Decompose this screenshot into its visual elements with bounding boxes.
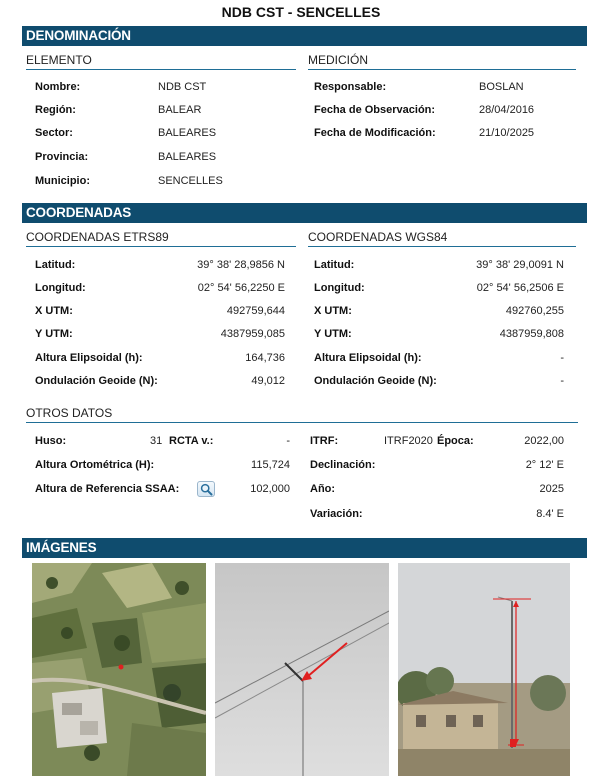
- wgs84-heading: COORDENADAS WGS84: [308, 230, 576, 247]
- wgs84-altura-elipsoidal-label: Altura Elipsoidal (h):: [314, 352, 422, 364]
- section-denominacion: DENOMINACIÓN: [22, 26, 587, 46]
- medicion-fecha-modificacion-value: 21/10/2025: [479, 127, 535, 139]
- altura-referencia-ssaa-label: Altura de Referencia SSAA:: [35, 483, 180, 495]
- etrs89-heading: COORDENADAS ETRS89: [26, 230, 296, 247]
- rcta-value: -: [286, 435, 290, 447]
- altura-referencia-ssaa-value: 102,000: [250, 483, 290, 495]
- page-title: NDB CST - SENCELLES: [221, 4, 381, 20]
- itrf-label: ITRF:: [310, 435, 339, 447]
- declinacion-label: Declinación:: [310, 459, 376, 471]
- wgs84-latitud-value: 39° 38' 29,0091 N: [476, 259, 564, 271]
- declinacion-value: 2° 12' E: [525, 459, 564, 471]
- etrs89-altura-elipsoidal-value: 164,736: [245, 352, 285, 364]
- elemento-nombre-label: Nombre:: [35, 81, 81, 93]
- etrs89-latitud-value: 39° 38' 28,9856 N: [197, 259, 285, 271]
- rcta-label: RCTA v.:: [169, 435, 214, 447]
- wgs84-yutm-value: 4387959,808: [499, 328, 564, 340]
- wgs84-longitud-label: Longitud:: [314, 282, 365, 294]
- etrs89-longitud-label: Longitud:: [35, 282, 86, 294]
- epoca-value: 2022,00: [524, 435, 564, 447]
- wgs84-xutm-label: X UTM:: [314, 305, 352, 317]
- huso-label: Huso:: [35, 435, 67, 447]
- medicion-responsable-label: Responsable:: [314, 81, 387, 93]
- wgs84-xutm-value: 492760,255: [505, 305, 564, 317]
- elemento-municipio-value: SENCELLES: [158, 175, 223, 187]
- elemento-nombre-value: NDB CST: [158, 81, 207, 93]
- section-coordenadas: COORDENADAS: [22, 203, 587, 223]
- variacion-value: 8.4' E: [536, 508, 564, 520]
- etrs89-xutm-value: 492759,644: [226, 305, 285, 317]
- etrs89-latitud-label: Latitud:: [35, 259, 76, 271]
- etrs89-altura-elipsoidal-label: Altura Elipsoidal (h):: [35, 352, 143, 364]
- antenna-wire-photo[interactable]: [215, 563, 389, 776]
- variacion-label: Variación:: [310, 508, 363, 520]
- elemento-region-label: Región:: [35, 104, 76, 116]
- medicion-heading: MEDICIÓN: [308, 53, 576, 70]
- wgs84-ondulacion-geoide-value: -: [560, 375, 564, 387]
- otros-heading: OTROS DATOS: [26, 406, 578, 423]
- etrs89-yutm-label: Y UTM:: [35, 328, 73, 340]
- etrs89-xutm-label: X UTM:: [35, 305, 73, 317]
- medicion-fecha-modificacion-label: Fecha de Modificación:: [314, 127, 436, 139]
- etrs89-ondulacion-geoide-value: 49,012: [251, 375, 285, 387]
- medicion-responsable-value: BOSLAN: [479, 81, 524, 93]
- medicion-fecha-observacion-label: Fecha de Observación:: [314, 104, 436, 116]
- wgs84-ondulacion-geoide-label: Ondulación Geoide (N):: [314, 375, 437, 387]
- wgs84-altura-elipsoidal-value: -: [560, 352, 564, 364]
- etrs89-ondulacion-geoide-label: Ondulación Geoide (N):: [35, 375, 158, 387]
- elemento-sector-label: Sector:: [35, 127, 73, 139]
- elemento-heading: ELEMENTO: [26, 53, 296, 70]
- mast-building-photo[interactable]: [398, 563, 570, 776]
- section-imagenes: IMÁGENES: [22, 538, 587, 558]
- etrs89-longitud-value: 02° 54' 56,2250 E: [197, 282, 285, 294]
- huso-value: 31: [150, 435, 163, 447]
- elemento-provincia-label: Provincia:: [35, 151, 89, 163]
- anio-label: Año:: [310, 483, 336, 495]
- elemento-sector-value: BALEARES: [158, 127, 217, 139]
- altura-ortometrica-label: Altura Ortométrica (H):: [35, 459, 155, 471]
- wgs84-latitud-label: Latitud:: [314, 259, 355, 271]
- itrf-value: ITRF2020: [384, 435, 433, 447]
- etrs89-yutm-value: 4387959,085: [220, 328, 285, 340]
- wgs84-longitud-value: 02° 54' 56,2506 E: [476, 282, 564, 294]
- epoca-label: Época:: [437, 435, 474, 447]
- wgs84-yutm-label: Y UTM:: [314, 328, 352, 340]
- medicion-fecha-observacion-value: 28/04/2016: [479, 104, 535, 116]
- elemento-municipio-label: Municipio:: [35, 175, 90, 187]
- elemento-provincia-value: BALEARES: [158, 151, 217, 163]
- anio-value: 2025: [539, 483, 564, 495]
- elemento-region-value: BALEAR: [158, 104, 202, 116]
- altura-ortometrica-value: 115,724: [251, 459, 290, 471]
- aerial-photo[interactable]: [32, 563, 206, 776]
